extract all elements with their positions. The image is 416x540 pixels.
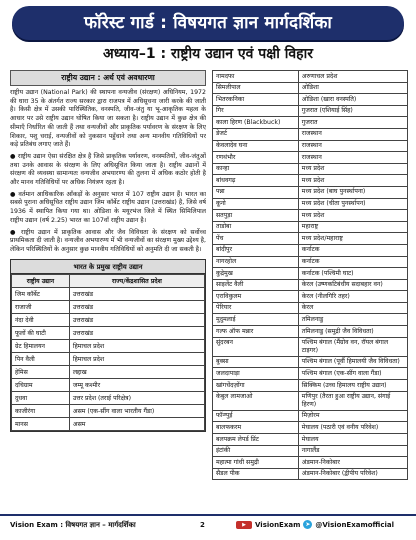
state-cell: उत्तराखंड [69, 326, 204, 339]
table-row [213, 434, 408, 446]
telegram-handle[interactable]: @VisionExamofficial [315, 520, 395, 529]
park-name-cell: गिर [213, 105, 299, 117]
park-name-cell: पिन वैली [12, 352, 70, 365]
state-cell: अंडमान-निकोबार (द्वीपीय परिवेश) [298, 468, 407, 480]
state-cell: अंडमान-निकोबार [298, 457, 407, 469]
park-name-cell: ताडोबा [213, 221, 299, 233]
state-cell: मध्य प्रदेश [298, 210, 407, 222]
park-name-cell: भितरकनिका [213, 94, 299, 106]
telegram-icon: ➤ [305, 521, 311, 528]
table-row [213, 152, 408, 164]
table-row [213, 314, 408, 326]
table-row [213, 221, 408, 233]
table-row [12, 300, 205, 313]
table-row [213, 302, 408, 314]
table-row [213, 445, 408, 457]
state-cell: कर्नाटक [298, 244, 407, 256]
park-name-cell: खांगचेंदज़ोंगा [213, 380, 299, 392]
table-row [213, 380, 408, 392]
state-cell: अरुणाचल प्रदेश [298, 71, 407, 83]
table-row [213, 198, 408, 210]
state-cell: केरल (नीलगिरि तहर) [298, 291, 407, 303]
parks-state-table [212, 70, 408, 480]
park-name-cell: सतपुड़ा [213, 210, 299, 222]
table-header: राज्य/केंद्रशासित प्रदेश [69, 274, 204, 287]
state-cell: मध्य प्रदेश/महाराष्ट्र [298, 233, 407, 245]
park-name-cell: दुधवा [12, 391, 70, 404]
park-name-cell: हेमिस [12, 365, 70, 378]
park-name-cell: पेरियार [213, 302, 299, 314]
state-cell: उत्तराखंड [69, 313, 204, 326]
table-row [12, 313, 205, 326]
park-name-cell: जिम कॉर्बेट [12, 287, 70, 300]
state-cell: असम (एक-सींग वाला भारतीय गैंडा) [69, 404, 204, 417]
social-links [236, 520, 394, 529]
state-cell: राजस्थान [298, 128, 407, 140]
title-banner [12, 6, 404, 40]
state-cell: नागालैंड [298, 445, 407, 457]
youtube-handle[interactable]: VisionExam [255, 520, 301, 529]
table-title: भारत के प्रमुख राष्ट्रीय उद्यान [11, 260, 205, 274]
state-cell: पश्चिम बंगाल (मैंग्रोव वन, रॉयल बंगाल टाइगर) [298, 337, 407, 356]
park-name-cell: गल्फ ऑफ मन्नार [213, 326, 299, 338]
state-cell: केरल (उष्णकटिबंधीय सदाबहार वन) [298, 279, 407, 291]
page-number: 2 [200, 521, 205, 529]
state-cell: पश्चिम बंगाल (पूर्वी हिमालयी जैव विविधता) [298, 356, 407, 368]
state-cell: मध्य प्रदेश (बाघ पुनर्स्थापना) [298, 186, 407, 198]
table-row [213, 82, 408, 94]
park-name-cell: डेजर्ट [213, 128, 299, 140]
park-name-cell: एराविकुलम [213, 291, 299, 303]
table-row [213, 368, 408, 380]
state-cell: महाराष्ट्र [298, 221, 407, 233]
table-row [213, 105, 408, 117]
table-row [213, 140, 408, 152]
paragraph-statistics: ● वर्तमान आधिकारिक आँकड़ों के अनुसार भारत में 107 राष्ट्रीय उद्यान हैं। भारत का सबसे पुराना अधिसूचित राष्ट्रीय उद्यान जिम कॉर्बेट राष्ट्रीय उद्यान (उत्तराखंड) है, जिसे वर्ष 1936 में स्थापित किया गया था। ओडिशा के मयूरभंज जिले में स्थित सिमिलिपाल राष्ट्रीय उद्यान (वर्ष 2.25) भारत का 107वाँ राष्ट्रीय उद्यान है। [10, 190, 206, 224]
state-cell: मेघालय (पठारी एवं वनीय परिवेश) [298, 422, 407, 434]
chapter-title: अध्याय–1 : राष्ट्रीय उद्यान एवं पक्षी विहार [103, 46, 313, 62]
state-cell: सिक्किम (उच्च हिमालय राष्ट्रीय उद्यान) [298, 380, 407, 392]
table-row [213, 71, 408, 83]
state-cell: तमिलनाडु [298, 314, 407, 326]
state-cell: पश्चिम बंगाल (एक-सींग वाला गैंडा) [298, 368, 407, 380]
table-row [12, 391, 205, 404]
footer-title: Vision Exam : विषयगत ज्ञान – मार्गदर्शिका [10, 521, 136, 529]
state-cell: कर्नाटक [298, 256, 407, 268]
table-row [213, 410, 408, 422]
park-name-cell: जलदापाड़ा [213, 368, 299, 380]
state-cell: कर्नाटक (पश्चिमी घाट) [298, 268, 407, 280]
footer [0, 514, 416, 540]
park-name-cell: राजाजी [12, 300, 70, 313]
park-name-cell: साइलेंट वैली [213, 279, 299, 291]
state-cell: मिज़ोरम [298, 410, 407, 422]
park-name-cell: केबुल लामजाओ [213, 391, 299, 410]
paragraph-intro: राष्ट्रीय उद्यान (National Park) की स्थापना वन्यजीव (संरक्षण) अधिनियम, 1972 की धारा 35 के अंतर्गत राज्य सरकार द्वारा राजपत्र में अधिसूचना जारी करके की जाती है। किसी क्षेत्र में उसकी पारिस्थितिक, वनस्पति, जीव-जंतु या भू-आकृतिक महत्व के आधार पर उसे राष्ट्रीय उद्यान घोषित किया जा सकता है। राष्ट्रीय उद्यान में कुछ क्षेत्र की सीमाएँ निर्धारित की जाती हैं तथा वन्यजीवों और प्राकृतिक पर्यावरण के संरक्षण के लिए शिकार, पशु चराई, वन्यजीवों को नुकसान पहुँचाने तथा अन्य मानवीय गतिविधियों पर कड़े प्रतिबंध लगाए जाते हैं। [10, 89, 206, 149]
right-column [212, 70, 408, 480]
table-row [213, 279, 408, 291]
table-row [12, 378, 205, 391]
table-row [213, 117, 408, 129]
park-name-cell: सुंदरबन [213, 337, 299, 356]
park-name-cell: बुक्सा [213, 356, 299, 368]
table-row [213, 291, 408, 303]
table-row [213, 457, 408, 469]
state-cell: राजस्थान [298, 140, 407, 152]
table-row [213, 175, 408, 187]
park-name-cell: सैडल पीक [213, 468, 299, 480]
park-name-cell: रणथंभौर [213, 152, 299, 164]
table-row [213, 186, 408, 198]
park-name-cell: कान्हा [213, 163, 299, 175]
table-row [12, 339, 205, 352]
park-name-cell: बांधवगढ़ [213, 175, 299, 187]
table-row [213, 268, 408, 280]
state-cell: मध्य प्रदेश (चीता पुनर्स्थापन) [298, 198, 407, 210]
park-name-cell: बलपक्रम लेपर्ड प्रिंट [213, 434, 299, 446]
table-row [213, 94, 408, 106]
park-name-cell: मानस [12, 417, 70, 430]
park-name-cell: फूलों की घाटी [12, 326, 70, 339]
park-name-cell: केवलादेव घना [213, 140, 299, 152]
park-name-cell: सिमलीपाल [213, 82, 299, 94]
park-name-cell: बालफकरम [213, 422, 299, 434]
state-cell: राजस्थान [298, 152, 407, 164]
table-row [213, 356, 408, 368]
park-name-cell: नागरहोल [213, 256, 299, 268]
state-cell: हिमाचल प्रदेश [69, 339, 204, 352]
state-cell: गुजरात (एशियाई सिंह) [298, 105, 407, 117]
state-cell: असम [69, 417, 204, 430]
table-row [213, 244, 408, 256]
park-name-cell: काजीरंगा [12, 404, 70, 417]
section-heading: राष्ट्रीय उद्यान : अर्थ एवं अवधारणा [10, 70, 206, 86]
state-cell: गुजरात [298, 117, 407, 129]
state-cell: उत्तर प्रदेश (तराई परिक्षेत्र) [69, 391, 204, 404]
paragraph-definition: ● राष्ट्रीय उद्यान ऐसा संरक्षित क्षेत्र है जिसे प्राकृतिक पर्यावरण, वनस्पतियों, जीव-जंतुओं तथा उनके आवास के संरक्षण के लिए अधिसूचित किया जाता है। राष्ट्रीय उद्यानों में संरक्षण की व्यवस्था सामान्यतः वन्यजीव अभयारण्य की तुलना में अधिक कठोर होती है और मानव गतिविधियों पर अधिक नियंत्रण रहता है। [10, 152, 206, 187]
state-cell: मध्य प्रदेश [298, 175, 407, 187]
park-name-cell: दचिग्राम [12, 378, 70, 391]
major-parks-table [10, 259, 206, 432]
table-row [12, 352, 205, 365]
state-cell: मेघालय [298, 434, 407, 446]
park-name-cell: पेंच [213, 233, 299, 245]
state-cell: लद्दाख [69, 365, 204, 378]
table-row [12, 365, 205, 378]
park-name-cell: ग्रेट हिमालयन [12, 339, 70, 352]
park-name-cell: कुद्रेमुख [213, 268, 299, 280]
left-column [10, 70, 206, 510]
park-name-cell: मुदुमलाई [213, 314, 299, 326]
table-row [213, 163, 408, 175]
state-cell: ओडिशा (खारा वनस्पति) [298, 94, 407, 106]
table-row [213, 233, 408, 245]
park-name-cell: नंदा देवी [12, 313, 70, 326]
park-name-cell: नामदफा [213, 71, 299, 83]
table-row [213, 391, 408, 410]
state-cell: मणिपुर (तैरता हुआ राष्ट्रीय उद्यान, संगाई हिरण) [298, 391, 407, 410]
state-cell: उत्तराखंड [69, 287, 204, 300]
state-cell: ओडिशा [298, 82, 407, 94]
table-row [12, 326, 205, 339]
park-name-cell: महात्मा गांधी समुद्री [213, 457, 299, 469]
paragraph-conservation: ● राष्ट्रीय उद्यान में प्राकृतिक आवास और जैव विविधता के संरक्षण को सर्वोच्च प्राथमिकता दी जाती है। वन्यजीव अभयारण्य में भी वन्यजीवों का संरक्षण मुख्य उद्देश्य है, लेकिन परिस्थितियों के अनुसार कुछ मानवीय गतिविधियों को अनुमति दी जा सकती है। [10, 228, 206, 253]
table-header: राष्ट्रीय उद्यान [12, 274, 70, 287]
state-cell: जम्मू कश्मीर [69, 378, 204, 391]
park-name-cell: काला हिरण (Blackbuck) [213, 117, 299, 129]
table-row [213, 422, 408, 434]
state-cell: तमिलनाडु (समुद्री जैव विविधता) [298, 326, 407, 338]
table-row [213, 210, 408, 222]
park-name-cell: कूनो [213, 198, 299, 210]
state-cell: उत्तराखंड [69, 300, 204, 313]
table-row [213, 326, 408, 338]
park-name-cell: बांदीपुर [213, 244, 299, 256]
table-row [12, 417, 205, 430]
park-name-cell: इंटांकी [213, 445, 299, 457]
table-row [12, 404, 205, 417]
youtube-icon: ▶ [236, 521, 252, 529]
state-cell: हिमाचल प्रदेश [69, 352, 204, 365]
table-row [213, 468, 408, 480]
park-name-cell: फॉन्ग्पुई [213, 410, 299, 422]
state-cell: केरल [298, 302, 407, 314]
banner-title: फॉरेस्ट गार्ड : विषयगत ज्ञान मार्गदर्शिका [83, 13, 333, 33]
table-row [213, 337, 408, 356]
table-row [213, 256, 408, 268]
table-row [213, 128, 408, 140]
state-cell: मध्य प्रदेश [298, 163, 407, 175]
park-name-cell: पन्ना [213, 186, 299, 198]
table-row [12, 287, 205, 300]
